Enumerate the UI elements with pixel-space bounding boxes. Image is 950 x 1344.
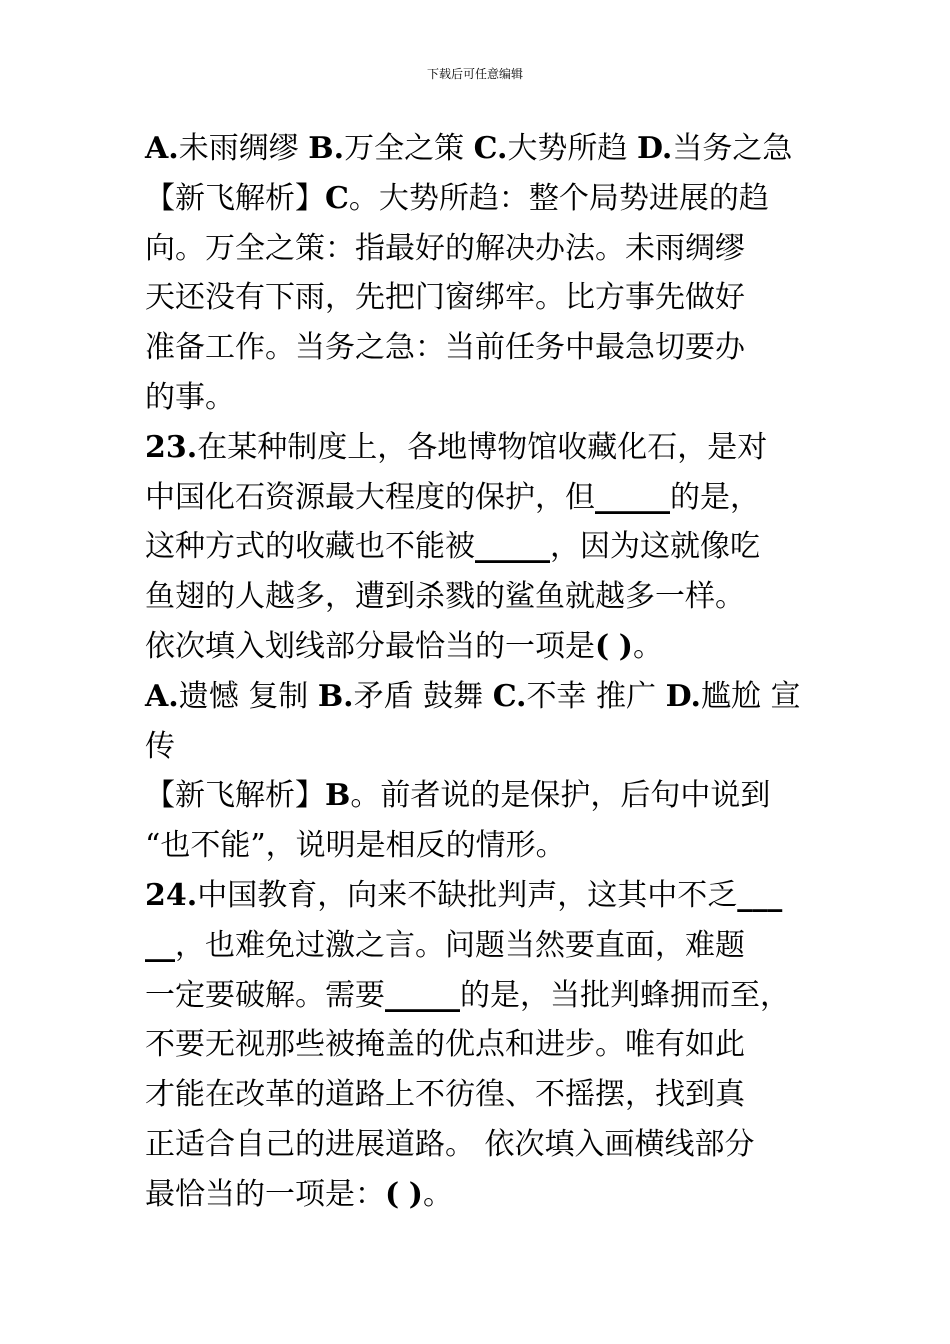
text-line: A.遗憾 复制 B.矛盾 鼓舞 C.不幸 推广 D.尴尬 宣: [145, 678, 801, 714]
text-line: 的事。: [145, 379, 235, 415]
text-line: 依次填入划线部分最恰当的一项是( )。: [145, 628, 663, 664]
text-line: 23.在某种制度上，各地博物馆收藏化石，是对: [145, 429, 768, 465]
text-line: 中国化石资源最大程度的保护，但_____的是，: [145, 479, 760, 515]
text-line: 最恰当的一项是：( )。: [145, 1176, 453, 1212]
page-header: 下载后可任意编辑: [426, 67, 523, 81]
text-line: 【新飞解析】B。前者说的是保护，后句中说到: [145, 778, 771, 814]
text-line: 24.中国教育，向来不缺批判声，这其中不乏___: [145, 877, 783, 913]
text-line: 向。万全之策：指最好的解决办法。未雨绸缪: [145, 230, 745, 266]
text-line: 不要无视那些被掩盖的优点和进步。唯有如此: [145, 1027, 745, 1063]
text-line: 【新飞解析】C。大势所趋：整个局势进展的趋: [145, 180, 769, 216]
text-line: 正适合自己的进展道路。 依次填入画横线部分: [145, 1126, 755, 1162]
text-line: 这种方式的收藏也不能被_____，因为这就像吃: [145, 529, 760, 565]
text-line: 鱼翅的人越多，遭到杀戮的鲨鱼就越多一样。: [145, 579, 745, 615]
text-line: 天还没有下雨，先把门窗绑牢。比方事先做好: [145, 280, 745, 316]
text-line: __，也难免过激之言。问题当然要直面，难题: [145, 927, 745, 963]
document-body: [145, 124, 825, 1220]
text-line: 才能在改革的道路上不彷徨、不摇摆，找到真: [145, 1077, 745, 1113]
text-line: “也不能”，说明是相反的情形。: [145, 828, 566, 864]
text-line: 传: [145, 728, 175, 764]
text-line: 一定要破解。需要_____的是，当批判蜂拥而至，: [145, 977, 790, 1013]
text-line: A.未雨绸缪 B.万全之策 C.大势所趋 D.当务之急: [145, 131, 793, 166]
text-line: 准备工作。当务之急：当前任务中最急切要办: [145, 330, 745, 366]
